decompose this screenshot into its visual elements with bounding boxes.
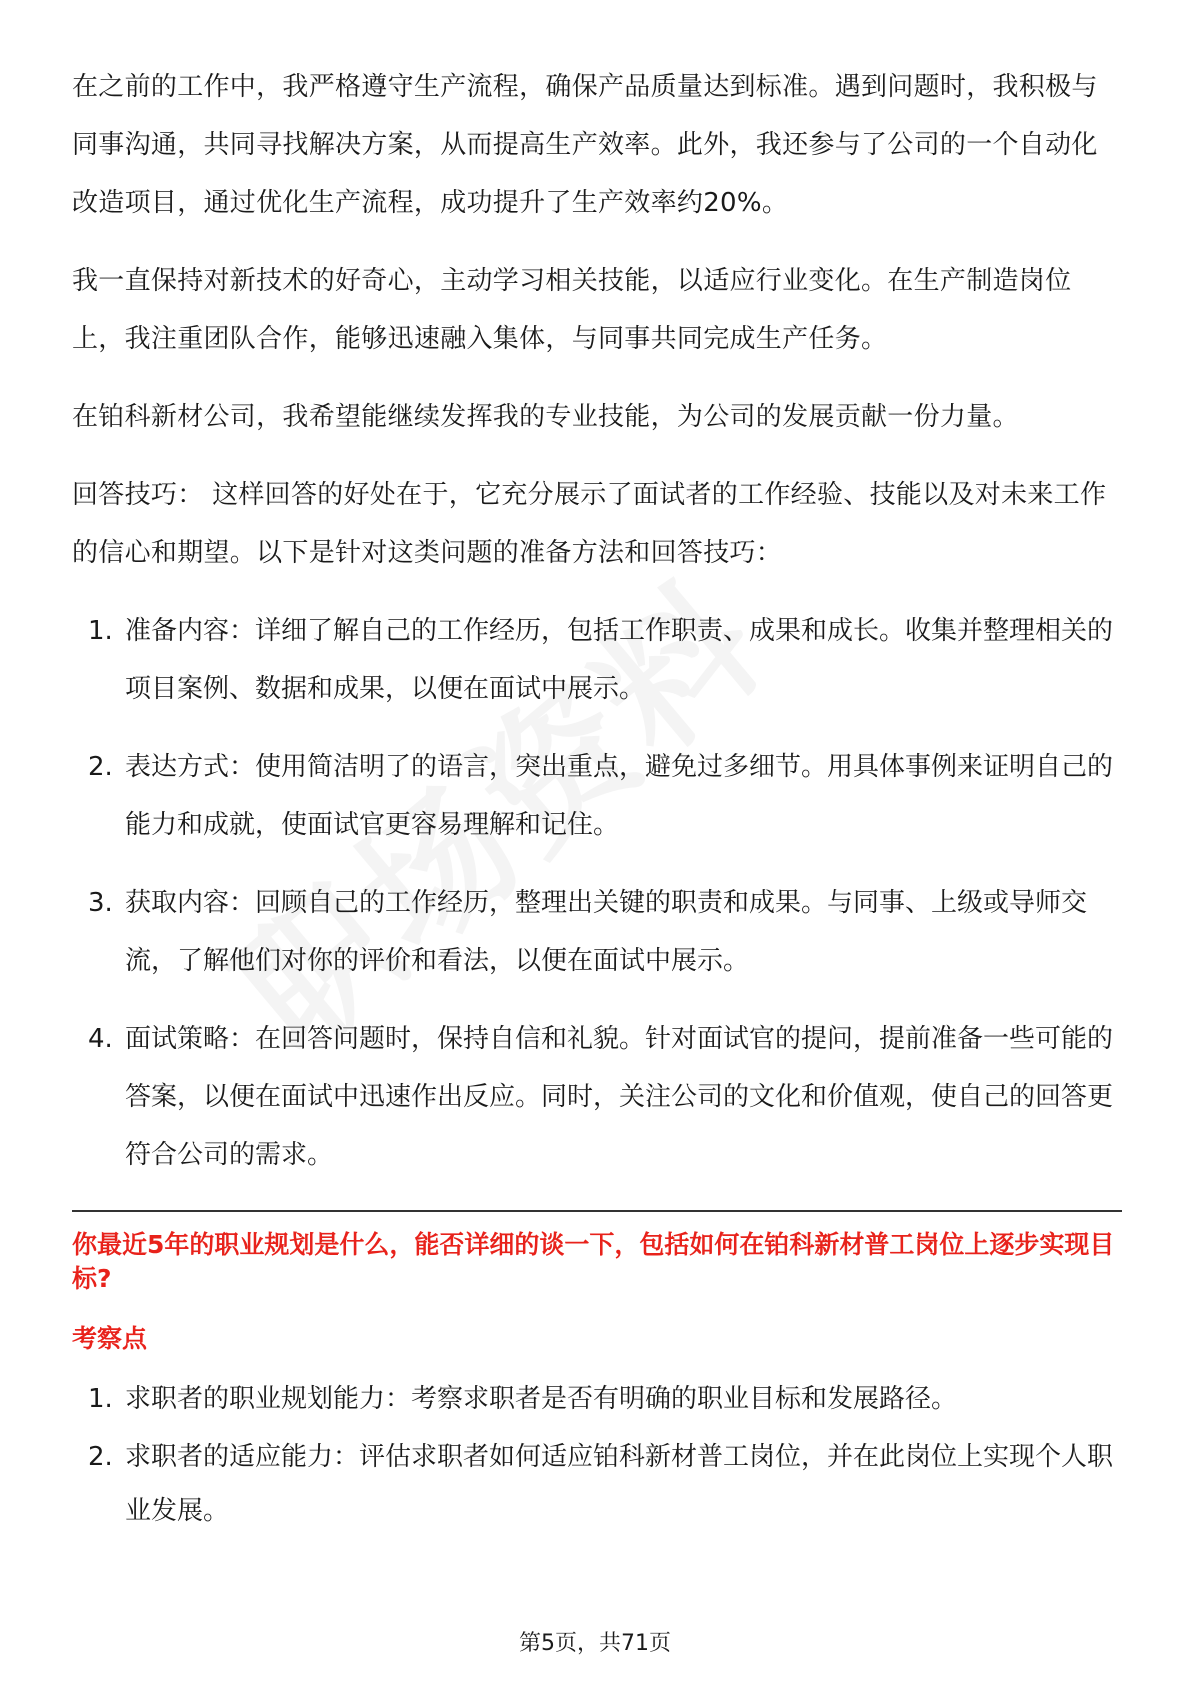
tips-list xyxy=(72,602,1122,1184)
list-item xyxy=(72,1430,1122,1538)
list-text: 获取内容：回顾自己的工作经历，整理出关键的职责和成果。与同事、上级或导师交流，了解他们对你的评价和看法，以便在面试中展示。 xyxy=(125,888,1088,976)
tips-intro: 回答技巧： 这样回答的好处在于，它充分展示了面试者的工作经验、技能以及对未来工作的信心和期望。以下是针对这类问题的准备方法和回答技巧： xyxy=(72,480,1107,568)
interview-question: 你最近5年的职业规划是什么，能否详细的谈一下，包括如何在铂科新材普工岗位上逐步实现目标? xyxy=(72,1230,1115,1293)
list-item xyxy=(72,874,1122,990)
list-text: 表达方式：使用简洁明了的语言，突出重点，避免过多细节。用具体事例来证明自己的能力和成就，使面试官更容易理解和记住。 xyxy=(125,752,1114,840)
points-list xyxy=(72,1372,1122,1538)
page-footer: 第5页，共71页 xyxy=(519,1631,671,1656)
list-number: 1. xyxy=(88,616,113,646)
list-text: 求职者的职业规划能力：考察求职者是否有明确的职业目标和发展路径。 xyxy=(125,1384,958,1414)
list-item xyxy=(72,738,1122,854)
list-item xyxy=(72,1372,1122,1426)
paragraph-goal: 在铂科新材公司，我希望能继续发挥我的专业技能，为公司的发展贡献一份力量。 xyxy=(72,402,1019,432)
list-number: 1. xyxy=(88,1384,113,1414)
list-number: 2. xyxy=(88,1442,113,1472)
list-number: 3. xyxy=(88,888,113,918)
list-number: 4. xyxy=(88,1024,113,1054)
paragraph-learning: 我一直保持对新技术的好奇心，主动学习相关技能，以适应行业变化。在生产制造岗位上，我注重团队合作，能够迅速融入集体，与同事共同完成生产任务。 xyxy=(72,266,1072,354)
list-text: 面试策略：在回答问题时，保持自信和礼貌。针对面试官的提问，提前准备一些可能的答案，以便在面试中迅速作出反应。同时，关注公司的文化和价值观，使自己的回答更符合公司的需求。 xyxy=(125,1024,1114,1170)
list-text: 准备内容：详细了解自己的工作经历，包括工作职责、成果和成长。收集并整理相关的项目案例、数据和成果，以便在面试中展示。 xyxy=(125,616,1114,704)
list-item xyxy=(72,1010,1122,1184)
document-body xyxy=(72,58,1122,1542)
section-divider xyxy=(72,1210,1122,1212)
list-number: 2. xyxy=(88,752,113,782)
list-item xyxy=(72,602,1122,718)
paragraph-experience: 在之前的工作中，我严格遵守生产流程，确保产品质量达到标准。遇到问题时，我积极与同事沟通，共同寻找解决方案，从而提高生产效率。此外，我还参与了公司的一个自动化改造项目，通过优化生产流程，成功提升了生产效率约20%。 xyxy=(72,72,1098,218)
section-label: 考察点 xyxy=(72,1324,148,1353)
list-text: 求职者的适应能力：评估求职者如何适应铂科新材普工岗位，并在此岗位上实现个人职业发展。 xyxy=(125,1442,1114,1526)
